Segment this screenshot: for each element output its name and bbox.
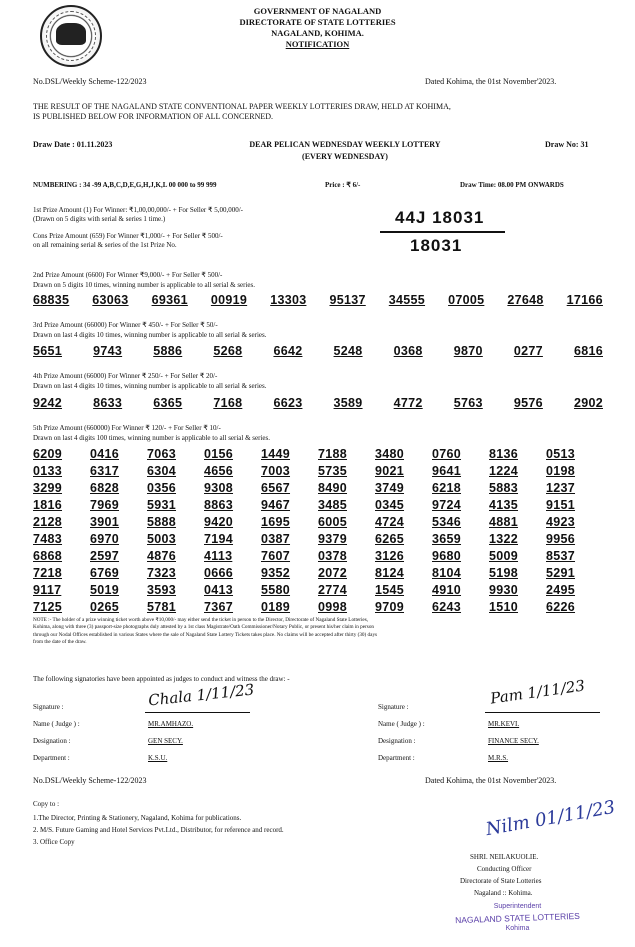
fifth-prize-number: 9709 bbox=[375, 600, 405, 614]
header-line2: DIRECTORATE OF STATE LOTTERIES bbox=[239, 17, 396, 27]
fifth-prize-number: 7125 bbox=[33, 600, 63, 614]
fifth-prize-number: 4876 bbox=[147, 549, 177, 563]
fifth-prize-number: 1816 bbox=[33, 498, 63, 512]
judge-right-department: M.R.S. bbox=[488, 754, 509, 762]
fifth-prize-number: 4113 bbox=[204, 549, 233, 563]
fifth-prize-number: 1224 bbox=[489, 464, 519, 478]
fourth-prize-numbers bbox=[33, 396, 603, 410]
signature-line bbox=[485, 712, 600, 713]
third-prize-line2: Drawn on last 4 digits 10 times, winning number is applicable to all serial & series. bbox=[33, 331, 267, 339]
fifth-prize-number: 0356 bbox=[147, 481, 177, 495]
fifth-prize-number: 7003 bbox=[261, 464, 291, 478]
fifth-prize-number: 3659 bbox=[432, 532, 462, 546]
third-prize-number: 0368 bbox=[393, 344, 423, 358]
fifth-prize-number: 4923 bbox=[546, 515, 576, 529]
fifth-prize-number: 8537 bbox=[546, 549, 576, 563]
fifth-prize-number: 7194 bbox=[204, 532, 234, 546]
third-prize-number: 0277 bbox=[513, 344, 543, 358]
third-prize-numbers bbox=[33, 344, 603, 358]
fifth-prize-number: 7969 bbox=[90, 498, 120, 512]
fifth-prize-number: 0156 bbox=[204, 447, 234, 461]
fifth-prize-number: 8136 bbox=[489, 447, 519, 461]
fifth-prize-number: 6304 bbox=[147, 464, 177, 478]
fifth-prize-number: 0378 bbox=[318, 549, 348, 563]
reference-number: No.DSL/Weekly Scheme-122/2023 bbox=[33, 77, 147, 86]
fifth-prize-number: 6868 bbox=[33, 549, 63, 563]
fourth-prize-number: 9242 bbox=[33, 396, 63, 410]
fifth-prize-number: 0760 bbox=[432, 447, 462, 461]
fifth-prize-number: 5346 bbox=[432, 515, 462, 529]
first-prize-divider bbox=[380, 231, 505, 233]
fifth-prize-number: 5009 bbox=[489, 549, 519, 563]
first-prize-line1: 1st Prize Amount (1) For Winner: ₹1,00,00,000/- + For Seller ₹ 5,00,000/- bbox=[33, 206, 243, 214]
fifth-prize-number: 1237 bbox=[546, 481, 576, 495]
stamp-line2: NAGALAND STATE LOTTERIES bbox=[454, 910, 581, 926]
signature-label: Signature : bbox=[33, 703, 64, 711]
signature-label: Signature : bbox=[378, 703, 409, 711]
fifth-prize-number: 1510 bbox=[489, 600, 519, 614]
second-prize-numbers bbox=[33, 293, 603, 307]
draw-date: Draw Date : 01.11.2023 bbox=[33, 140, 113, 149]
third-prize-number: 6642 bbox=[273, 344, 303, 358]
fourth-prize-number: 5763 bbox=[453, 396, 483, 410]
signatories-intro: The following signatories have been appointed as judges to conduct and witness the draw: - bbox=[33, 675, 290, 683]
fifth-prize-numbers bbox=[33, 447, 603, 615]
department-label: Department : bbox=[378, 754, 415, 762]
fifth-prize-number: 6970 bbox=[90, 532, 120, 546]
fifth-prize-number: 7188 bbox=[318, 447, 348, 461]
fifth-prize-number: 1449 bbox=[261, 447, 291, 461]
fifth-prize-number: 0133 bbox=[33, 464, 63, 478]
fifth-prize-number: 0345 bbox=[375, 498, 405, 512]
fourth-prize-line1: 4th Prize Amount (66000) For Winner ₹ 250/- + For Seller ₹ 20/- bbox=[33, 372, 218, 380]
fifth-prize-number: 3593 bbox=[147, 583, 177, 597]
cons-prize-number: 18031 bbox=[410, 236, 463, 255]
fifth-prize-number: 5931 bbox=[147, 498, 177, 512]
officer-department: Directorate of State Lotteries bbox=[460, 877, 542, 885]
stamp-line3: Kohima bbox=[505, 925, 530, 932]
fourth-prize-line2: Drawn on last 4 digits 10 times, winning number is applicable to all serial & series. bbox=[33, 382, 267, 390]
judge-left-designation: GEN SECY. bbox=[148, 737, 183, 745]
second-prize-number: 95137 bbox=[329, 293, 366, 307]
fifth-prize-number: 9379 bbox=[318, 532, 348, 546]
fifth-prize-number: 4135 bbox=[489, 498, 519, 512]
first-prize-line2: (Drawn on 5 digits with serial & series 1 time.) bbox=[33, 215, 166, 223]
stamp-line1: Superintendent bbox=[493, 903, 542, 910]
fifth-prize-number: 5888 bbox=[147, 515, 177, 529]
fifth-prize-number: 5781 bbox=[147, 600, 177, 614]
officer-title: Conducting Officer bbox=[477, 865, 532, 873]
second-prize-number: 00919 bbox=[210, 293, 248, 307]
fifth-prize-number: 3299 bbox=[33, 481, 63, 495]
fifth-prize-number: 4881 bbox=[489, 515, 519, 529]
fifth-prize-number: 6226 bbox=[546, 600, 576, 614]
third-prize-number: 9870 bbox=[453, 344, 483, 358]
header-line1: GOVERNMENT OF NAGALAND bbox=[253, 6, 382, 16]
fifth-prize-number: 6317 bbox=[90, 464, 120, 478]
fifth-prize-number: 6769 bbox=[90, 566, 120, 580]
fourth-prize-number: 2902 bbox=[573, 396, 603, 410]
lottery-frequency: (EVERY WEDNESDAY) bbox=[302, 152, 388, 161]
fifth-prize-number: 3485 bbox=[318, 498, 348, 512]
note-block bbox=[33, 617, 608, 647]
fifth-prize-number: 2774 bbox=[318, 583, 348, 597]
fifth-prize-number: 1695 bbox=[261, 515, 291, 529]
cons-prize-line2: on all remaining serial & series of the 1st Prize No. bbox=[33, 241, 177, 249]
fifth-prize-number: 6243 bbox=[432, 600, 462, 614]
fifth-prize-number: 3749 bbox=[375, 481, 405, 495]
fifth-prize-number: 6005 bbox=[318, 515, 348, 529]
fourth-prize-number: 6623 bbox=[273, 396, 303, 410]
fifth-prize-number: 6209 bbox=[33, 447, 63, 461]
header-line3: NAGALAND, KOHIMA. bbox=[271, 28, 364, 38]
second-prize-number: 63063 bbox=[92, 293, 129, 307]
fifth-prize-number: 5019 bbox=[90, 583, 120, 597]
third-prize-number: 5651 bbox=[33, 344, 63, 358]
fifth-prize-number: 4656 bbox=[204, 464, 234, 478]
intro-line2: IS PUBLISHED BELOW FOR INFORMATION OF ALL CONCERNED. bbox=[33, 112, 274, 121]
fifth-prize-number: 2597 bbox=[90, 549, 120, 563]
fifth-prize-number: 5291 bbox=[546, 566, 576, 580]
copy-item: 1.The Director, Printing & Stationery, Nagaland, Kohima for publications. bbox=[33, 814, 242, 822]
fifth-prize-number: 6567 bbox=[261, 481, 291, 495]
officer-signature: Nilm 01/11/23 bbox=[484, 796, 617, 841]
footer-reference-number: No.DSL/Weekly Scheme-122/2023 bbox=[33, 776, 147, 785]
judge-left-signature: Chala 1/11/23 bbox=[147, 680, 256, 710]
numbering-range: NUMBERING : 34 -99 A,B,C,D,E,G,H,J,K,L 00 000 to 99 999 bbox=[33, 181, 217, 189]
fifth-prize-number: 8104 bbox=[432, 566, 462, 580]
fifth-prize-number: 9680 bbox=[432, 549, 462, 563]
fifth-prize-number: 9151 bbox=[546, 498, 576, 512]
fifth-prize-number: 6265 bbox=[375, 532, 405, 546]
fifth-prize-number: 9956 bbox=[546, 532, 576, 546]
fifth-prize-number: 1545 bbox=[375, 583, 405, 597]
fifth-prize-line1: 5th Prize Amount (660000) For Winner ₹ 120/- + For Seller ₹ 10/- bbox=[33, 424, 221, 432]
note-line: from the date of the draw. bbox=[33, 639, 87, 646]
fifth-prize-number: 6828 bbox=[90, 481, 120, 495]
third-prize-number: 5886 bbox=[153, 344, 183, 358]
fifth-prize-number: 8863 bbox=[204, 498, 234, 512]
fifth-prize-number: 9467 bbox=[261, 498, 291, 512]
fifth-prize-number: 5735 bbox=[318, 464, 348, 478]
fifth-prize-number: 5580 bbox=[261, 583, 291, 597]
fifth-prize-number: 0998 bbox=[318, 600, 348, 614]
fifth-prize-number: 7367 bbox=[204, 600, 234, 614]
fourth-prize-number: 7168 bbox=[213, 396, 243, 410]
fourth-prize-number: 9576 bbox=[513, 396, 543, 410]
first-prize-number: 44J 18031 bbox=[395, 208, 485, 227]
fifth-prize-number: 0513 bbox=[546, 447, 576, 461]
third-prize-line1: 3rd Prize Amount (66000) For Winner ₹ 450/- + For Seller ₹ 50/- bbox=[33, 321, 218, 329]
ticket-price: Price : ₹ 6/- bbox=[325, 181, 361, 189]
fifth-prize-number: 0387 bbox=[261, 532, 291, 546]
fifth-prize-number: 2072 bbox=[318, 566, 348, 580]
cons-prize-line1: Cons Prize Amount (659) For Winner ₹1,000/- + For Seller ₹ 500/- bbox=[33, 232, 223, 240]
fifth-prize-number: 7483 bbox=[33, 532, 63, 546]
fifth-prize-number: 0198 bbox=[546, 464, 576, 478]
fifth-prize-number: 5883 bbox=[489, 481, 519, 495]
copy-item: 2. M/S. Future Gaming and Hotel Services Pvt.Ltd., Distributor, for reference and record. bbox=[33, 826, 284, 834]
second-prize-number: 34555 bbox=[388, 293, 426, 307]
fifth-prize-number: 2495 bbox=[546, 583, 576, 597]
fifth-prize-number: 9021 bbox=[375, 464, 405, 478]
fifth-prize-number: 3126 bbox=[375, 549, 405, 563]
fourth-prize-number: 8633 bbox=[93, 396, 123, 410]
second-prize-line1: 2nd Prize Amount (6600) For Winner ₹9,000/- + For Seller ₹ 500/- bbox=[33, 271, 223, 279]
fifth-prize-number: 0666 bbox=[204, 566, 234, 580]
copy-item: 3. Office Copy bbox=[33, 838, 75, 846]
fifth-prize-number: 7063 bbox=[147, 447, 177, 461]
draw-time: Draw Time: 08.00 PM ONWARDS bbox=[460, 181, 564, 189]
fifth-prize-number: 7607 bbox=[261, 549, 291, 563]
fifth-prize-number: 0265 bbox=[90, 600, 120, 614]
officer-name: SHRI. NEILAKUOLIE. bbox=[470, 853, 539, 861]
judge-right-signature: Pam 1/11/23 bbox=[489, 676, 586, 708]
fifth-prize-number: 9352 bbox=[261, 566, 291, 580]
second-prize-number: 17166 bbox=[566, 293, 603, 307]
draw-number: Draw No: 31 bbox=[545, 140, 589, 149]
second-prize-number: 27648 bbox=[507, 293, 544, 307]
fifth-prize-number: 3901 bbox=[90, 515, 120, 529]
fourth-prize-number: 6365 bbox=[153, 396, 183, 410]
fifth-prize-number: 4724 bbox=[375, 515, 405, 529]
third-prize-number: 5268 bbox=[213, 344, 243, 358]
second-prize-number: 07005 bbox=[448, 293, 485, 307]
designation-label: Designation : bbox=[378, 737, 416, 745]
fifth-prize-number: 1322 bbox=[489, 532, 519, 546]
fifth-prize-number: 7218 bbox=[33, 566, 63, 580]
fifth-prize-number: 5198 bbox=[489, 566, 519, 580]
fifth-prize-number: 9930 bbox=[489, 583, 519, 597]
fifth-prize-number: 0413 bbox=[204, 583, 234, 597]
fifth-prize-number: 9420 bbox=[204, 515, 234, 529]
fifth-prize-number: 0416 bbox=[90, 447, 120, 461]
fifth-prize-number: 9117 bbox=[33, 583, 62, 597]
officer-place: Nagaland :: Kohima. bbox=[474, 889, 533, 897]
lottery-name: DEAR PELICAN WEDNESDAY WEEKLY LOTTERY bbox=[249, 140, 441, 149]
intro-line1: THE RESULT OF THE NAGALAND STATE CONVENTIONAL PAPER WEEKLY LOTTERIES DRAW, HELD AT KOHIMA, bbox=[33, 102, 451, 111]
fifth-prize-number: 9724 bbox=[432, 498, 462, 512]
second-prize-number: 69361 bbox=[151, 293, 188, 307]
signature-line bbox=[145, 712, 250, 713]
copy-to-label: Copy to : bbox=[33, 800, 60, 808]
judge-left-name: MR.AMHAZO. bbox=[148, 720, 194, 728]
second-prize-number: 13303 bbox=[270, 293, 307, 307]
fifth-prize-line2: Drawn on last 4 digits 100 times, winning number is applicable to all serial & series. bbox=[33, 434, 270, 442]
fifth-prize-number: 8490 bbox=[318, 481, 348, 495]
fifth-prize-number: 9641 bbox=[432, 464, 462, 478]
name-label: Name ( Judge ) : bbox=[33, 720, 80, 728]
department-label: Department : bbox=[33, 754, 70, 762]
second-prize-line2: Drawn on 5 digits 10 times, winning number is applicable to all serial & series. bbox=[33, 281, 256, 289]
header-notification: NOTIFICATION bbox=[285, 39, 350, 49]
note-line: Kohima, along with three (3) passport-size photographs duly attested by a 1st class Magistrate/Oath Commissioner/Notary Public, or present his/her claim in person bbox=[33, 624, 375, 631]
fifth-prize-number: 3480 bbox=[375, 447, 405, 461]
third-prize-number: 9743 bbox=[93, 344, 123, 358]
fifth-prize-number: 4910 bbox=[432, 583, 462, 597]
judge-right-designation: FINANCE SECY. bbox=[488, 737, 539, 745]
judge-right-name: MR.KEVI. bbox=[488, 720, 520, 728]
fifth-prize-number: 8124 bbox=[375, 566, 405, 580]
fifth-prize-number: 2128 bbox=[33, 515, 63, 529]
judge-left-department: K.S.U. bbox=[148, 754, 168, 762]
fifth-prize-number: 6218 bbox=[432, 481, 462, 495]
fifth-prize-number: 9308 bbox=[204, 481, 234, 495]
footer-dated-line: Dated Kohima, the 01st November'2023. bbox=[425, 776, 557, 785]
designation-label: Designation : bbox=[33, 737, 71, 745]
third-prize-number: 5248 bbox=[333, 344, 363, 358]
fourth-prize-number: 4772 bbox=[393, 396, 423, 410]
fifth-prize-number: 5003 bbox=[147, 532, 177, 546]
fourth-prize-number: 3589 bbox=[333, 396, 363, 410]
fifth-prize-number: 0189 bbox=[261, 600, 291, 614]
third-prize-number: 6816 bbox=[573, 344, 603, 358]
second-prize-number: 68835 bbox=[33, 293, 70, 307]
dated-line: Dated Kohima, the 01st November'2023. bbox=[425, 77, 557, 86]
fifth-prize-number: 7323 bbox=[147, 566, 177, 580]
name-label: Name ( Judge ) : bbox=[378, 720, 425, 728]
note-line: through our Nodal Offices established in various States where the sale of Nagaland State Lottery Tickets takes place. No claims will be accepted after thirty (30) days bbox=[33, 631, 378, 638]
note-line: NOTE :- The holder of a prize winning ticket worth above ₹10,000/- may either send the ticket in person to the Director, Directorate of Nagaland State Lotteries, bbox=[33, 617, 369, 623]
